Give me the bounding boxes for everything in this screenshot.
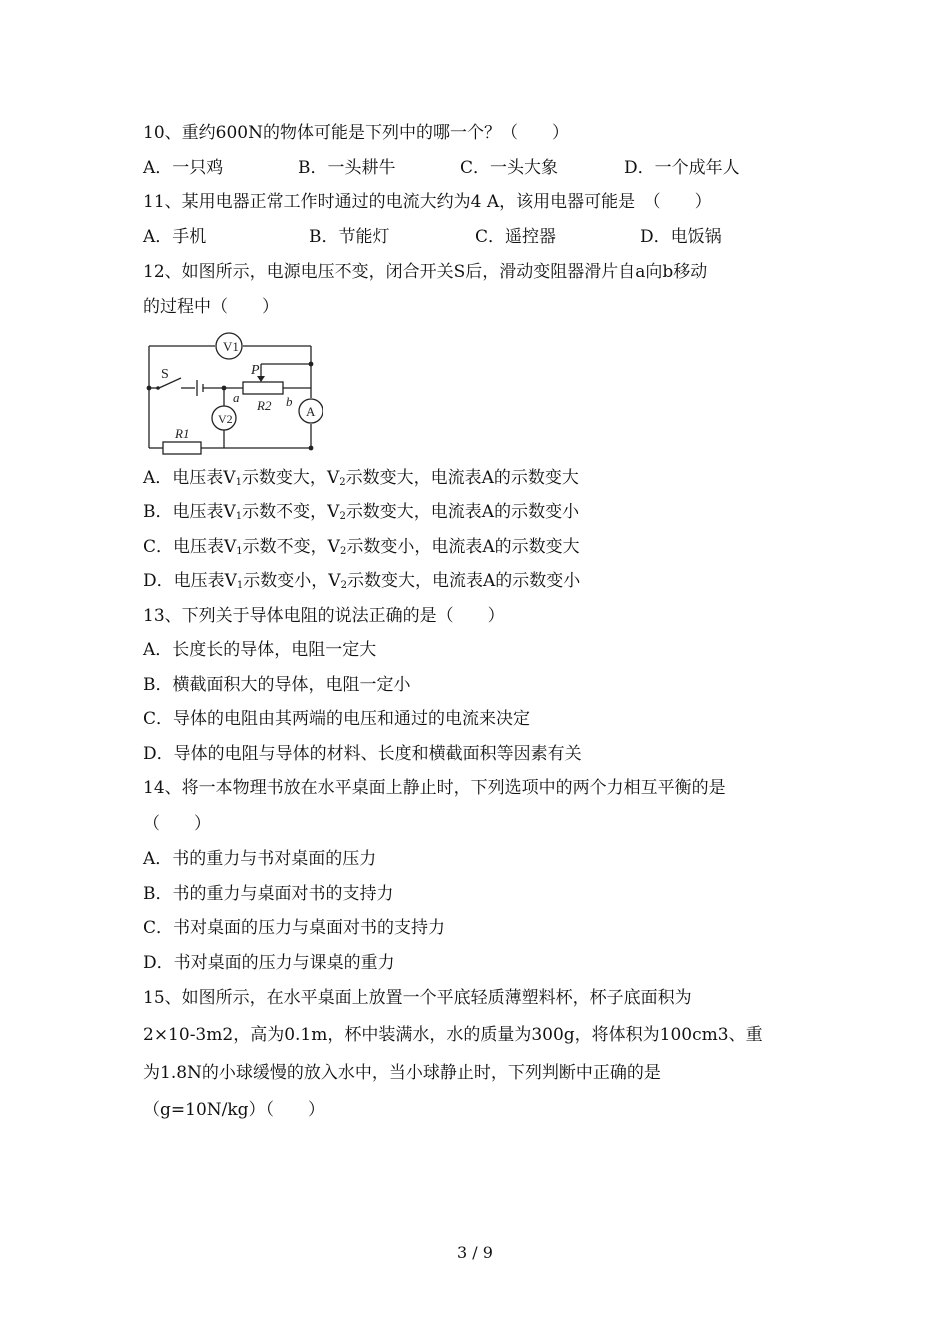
q13-option-a: A．长度长的导体，电阻一定大 [143,640,377,660]
q10-option-d: D．一个成年人 [624,158,740,178]
slider-label: P [251,363,260,378]
q11-option-a: A．手机 [143,227,207,247]
q10-option-c: C．一头大象 [460,158,559,178]
v1-label: V1 [223,339,239,354]
q11-option-b: B．节能灯 [309,227,390,247]
q13-stem: 13、下列关于导体电阻的说法正确的是（ ） [143,606,505,626]
q13-option-d: D．导体的电阻与导体的材料、长度和横截面积等因素有关 [143,744,582,764]
q14-stem-line2: （ ） [143,814,211,834]
point-a-label: a [233,390,240,405]
q11-options [143,226,803,248]
q14-option-c: C．书对桌面的压力与桌面对书的支持力 [143,918,446,938]
q11-stem: 11、某用电器正常工作时通过的电流大约为4 A，该用电器可能是 （ ） [143,192,712,212]
q10-options [143,157,803,179]
q12-option-c: C．电压表$V_1$示数不变，$V_2$示数变小，电流表A的示数变大 [143,537,580,557]
q12-stem-line1: 12、如图所示，电源电压不变，闭合开关S后，滑动变阻器滑片自a向b移动 [143,262,708,282]
q10-stem: 10、重约600N的物体可能是下列中的哪一个？（ ） [143,123,569,143]
q12-option-b: B．电压表$V_1$示数不变，$V_2$示数变大，电流表A的示数变小 [143,502,580,522]
r2-label: R2 [257,398,272,413]
r1-label: R1 [175,426,190,441]
q13-option-c: C．导体的电阻由其两端的电压和通过的电流来决定 [143,709,531,729]
q15-line2: 2×10-3m2，高为0.1m，杯中装满水，水的质量为300g，将体积为100cm3、重 [143,1025,763,1045]
v2-label: V2 [218,412,233,426]
page-number: 3 / 9 [457,1243,493,1262]
q12-stem-line2: 的过程中（ ） [143,297,279,317]
q11-option-d: D．电饭锅 [640,227,722,247]
ammeter-label: A [306,404,316,419]
q12-option-a: A．电压表$V_1$示数变大，$V_2$示数变大，电流表A的示数变大 [143,468,579,488]
q11-option-c: C．遥控器 [475,227,557,247]
q15-line3: 为1.8N的小球缓慢的放入水中，当小球静止时，下列判断中正确的是 [143,1063,661,1083]
q14-option-d: D．书对桌面的压力与课桌的重力 [143,953,395,973]
q10-option-a: A．一只鸡 [143,158,224,178]
q14-stem-line1: 14、将一本物理书放在水平桌面上静止时，下列选项中的两个力相互平衡的是 [143,778,726,798]
q14-option-a: A．书的重力与书对桌面的压力 [143,849,377,869]
q14-option-b: B．书的重力与桌面对书的支持力 [143,884,394,904]
point-b-label: b [286,394,293,409]
q15-line1: 15、如图所示，在水平桌面上放置一个平底轻质薄塑料杯，杯子底面积为 [143,988,692,1008]
q15-line4: （g=10N/kg）（ ） [143,1100,326,1120]
q13-option-b: B．横截面积大的导体，电阻一定小 [143,675,411,695]
q10-option-b: B．一头耕牛 [298,158,396,178]
circuit-diagram [143,330,323,458]
q12-option-d: D．电压表$V_1$示数变小，$V_2$示数变大，电流表A的示数变小 [143,571,581,591]
switch-label: S [161,367,169,382]
